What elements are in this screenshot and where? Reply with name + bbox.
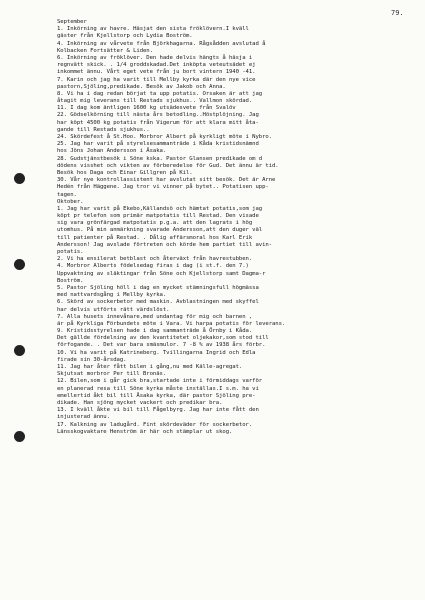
diary-line: 11. Jag har åter fått bilen i gång,nu med Källe-agregat.: [57, 364, 243, 370]
diary-line: firade sin 30-årsdag.: [57, 356, 127, 363]
punch-hole-bottom: [14, 431, 25, 442]
diary-line: sig vara grönfärgad matpotatis p.g.a. att den lagrats i hög: [57, 220, 253, 227]
diary-line: 6. Skörd av sockerbetor med maskin. Avblastningen med skyffel: [57, 299, 259, 306]
diary-line: 13. I kväll åkte vi bil till Fågelbyrg. Jag har inte fått den: [57, 407, 259, 414]
diary-line: har delvis utförts rätt värdslöst.: [57, 306, 170, 313]
diary-line: 28. Gudstjänstbesök i Söne kska. Pastor Glansen predikade om d: [57, 155, 263, 162]
diary-line: 11. I dag kom äntligen 1600 kg utsädesvete från Svalöv: [57, 105, 236, 112]
diary-line: förfogande. . Det var bara smäsmulor. 7 -8 % av 1938 års förbr.: [57, 342, 266, 349]
diary-line: injusterad ännu.: [57, 414, 110, 421]
diary-line: 12. Bilen,som i går gick bra,startade inte i förmiddags varför: [57, 378, 263, 385]
diary-line: 22. Gödselkörning till nästa års betodling..Höstplöjning. Jag: [57, 112, 259, 119]
diary-line: 10. Vi ha varit på Katrineberg. Tvillingarna Ingrid och Edla: [57, 349, 256, 356]
diary-line: Besök hos Daga och Einar Gillgren på Kil.: [57, 169, 193, 176]
diary-line: dödens visshet och vikten av förberedelse för Gud. Det ännu är tid.: [57, 162, 279, 169]
diary-line: potatis.: [57, 249, 84, 255]
diary-line: åtagit mig leverans till Restads sjukhus.. Vallmon skördad.: [57, 98, 253, 105]
diary-line: Kolbacken Fortsätter & Liden.: [57, 47, 153, 54]
diary-line: regnvätt skick. . 1/4 groddskadad.Det inköpta veteutsädet ej: [57, 62, 256, 69]
diary-line: 24. Skördefest å St.Hoo. Morbror Albert på kyrkligt möte i Nybro.: [57, 134, 273, 140]
diary-line: hos Jöns Johan Andersson i Äsaka.: [57, 148, 167, 155]
diary-line: 6. Inkörning av fröklöver. Den hade delvis hängts å häsja i: [57, 54, 253, 61]
diary-line: utomhus. På min anmärkning svarade Andersson,att den duger väl: [57, 227, 263, 234]
diary-line: är på Kyrkliga Förbundets möte i Vara. Vi harpa potatis för leverans.: [57, 320, 286, 327]
diary-line: Det gällde fördelning av den kvantitetet oljekakor,som stod till: [57, 335, 269, 342]
diary-line: 2. Vi ha ensilerat betblast och återväxt från havrestubben.: [57, 256, 253, 263]
diary-line: till patienter på Restad. . Dålig affärsmoral hos Karl Erik: [57, 234, 253, 241]
diary-line: 9. Kristidsstyrelsen hade i dag sammanträde å Örnby i Kåda.: [57, 328, 253, 335]
diary-line: inkommet ännu. Vårt eget vete från ju bort vintern 1940 -41.: [57, 69, 256, 76]
diary-line: Uppvaktning av släktingar från Söne och Kjellstorp samt Dagma-r: [57, 270, 266, 277]
diary-line: har köpt 4500 kg potatis från Vigerum för att klara mitt åta-: [57, 119, 259, 126]
diary-line: 7. Alla husets innevånare,med undantag för mig och barnen ,: [57, 313, 253, 320]
diary-line: Länsskogvaktare Henström är här och stämplar ut skog.: [57, 428, 233, 435]
diary-line: 25. Jag har varit på styrelsesammanträde i Kåda kristidsnämnd: [57, 141, 259, 148]
diary-line: Andersson! Jag avslade förtreten och körde hem partiet till avin-: [57, 241, 273, 248]
punch-hole-top: [14, 173, 25, 184]
diary-line: 5. Pastor Sjöling höll i dag en mycket stämningsfull högmässa: [57, 284, 259, 291]
diary-text: [57, 19, 409, 436]
diary-line: gande till Restads sjukhus..: [57, 126, 150, 133]
diary-line: köpt pr telefon som primär matpotatis till Restad. Den visade: [57, 213, 259, 220]
diary-line: en planerad resa till Söne kyrka måste inställas.I s.m. ha vi: [57, 385, 259, 392]
diary-line: 17. Kalkning av ladugård. Fint skördeväder för sockerbetor.: [57, 421, 253, 428]
punch-hole-upper-middle: [14, 259, 25, 270]
diary-line: 4. Inkörning av vårvete från Björkhagarna. Rågsådden avslutad å: [57, 40, 266, 47]
diary-line: gäster från Kjellstorp och Lydia Boström.: [57, 33, 193, 40]
diary-line: Hedén från Häggene. Jag tror vi vinner på bytet.. Potatisen upp-: [57, 184, 269, 191]
diary-line: September: [57, 19, 87, 25]
diary-line: 8. Vi ha i dag redan börjat ta upp potatis. Orsaken är att jag: [57, 90, 263, 97]
diary-line: tagen.: [57, 191, 77, 198]
diary-line: 4. Morbror Alberts födelsedag firas i dag (i st.f. den 7.): [57, 263, 249, 270]
diary-line: 7. Karin och jag ha varit till Mellby kyrka där den nye vice: [57, 76, 256, 83]
diary-line: Oktober.: [57, 198, 84, 205]
diary-line: med nattvardsgång i Mellby kyrka.: [57, 292, 167, 299]
punch-hole-lower-middle: [14, 345, 25, 356]
diary-line: 30. Vår nye kontrollassistent har avslutat sitt besök. Det är Arne: [57, 177, 276, 184]
diary-line: Skjutsat morbror Per till Bronäs.: [57, 371, 167, 378]
page-number: 79.: [391, 9, 404, 17]
diary-line: pastorn,Sjöling,predikade. Besök av Jakob och Anna.: [57, 83, 226, 90]
diary-line: 1. Inkörning av havre. Häsjat den sista fröklövern.I kväll: [57, 26, 249, 33]
diary-line: Boström.: [57, 277, 84, 284]
diary-line: dikade. Han sjöng mycket vackert och predikar bra.: [57, 399, 223, 406]
diary-line: emellertid åkt bil till Åsaka kyrka, där pastor Sjöling pre-: [57, 392, 256, 399]
diary-line: 1. Jag har varit på Ekebo,Källandsö och hämtat potatis,som jag: [57, 205, 263, 212]
